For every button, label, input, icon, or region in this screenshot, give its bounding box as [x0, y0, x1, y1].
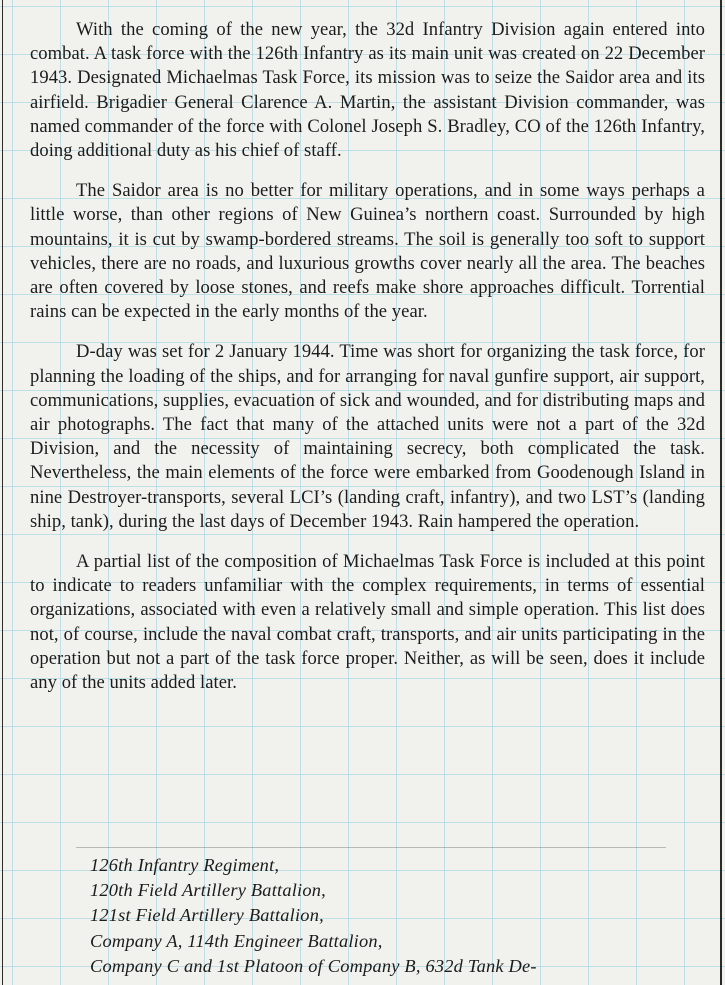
unit-list-item: Company C and 1st Platoon of Company B, 632d Tank De- — [90, 955, 537, 976]
paragraph-saidor-area: The Saidor area is no better for military operations, and in some ways perhaps a little worse, than other regions of New Guinea’s northern coast. Surrounded by high mountains, it is cut by swamp-bordered streams. The soil is generally too soft to support vehicles, there are no roads, and luxurious growths cover nearly all the area. The beaches are often covered by loose stones, and reefs make shore approaches difficult. Torrential rains can be expected in the early months of the year. — [30, 180, 705, 323]
page-left-border — [2, 0, 3, 985]
unit-list-item: 121st Field Artillery Battalion, — [90, 905, 324, 926]
page-right-border — [720, 0, 722, 985]
paragraph-partial-list: A partial list of the composition of Michaelmas Task Force is included at this point to indicate to readers unfamiliar with the complex requirements, in terms of essential organizations, associated with even a relatively small and simple operation. This list does not, of course, include the naval combat craft, transports, and air units participating in the operation but not a part of the task force proper. Neither, as will be seen, does it include any of the units added later. — [30, 551, 705, 694]
paragraph-d-day: D-day was set for 2 January 1944. Time was short for organizing the task force, for planning the loading of the ships, and for arranging for naval gunfire support, air support, communications, supplies, evacuation of sick and wounded, and for distributing maps and air photographs. The fact that many of the attached units were not a part of the 32d Division, and the necessity of maintaining secrecy, both complicated the task. Nevertheless, the main elements of the force were embarked from Goodenough Island in nine Destroyer-transports, several LCI’s (landing craft, infantry), and two LST’s (landing ship, tank), during the last days of December 1943. Rain hampered the operation. — [30, 341, 705, 532]
document-page — [30, 18, 705, 711]
section-divider — [76, 847, 666, 848]
unit-list-item: 126th Infantry Regiment, — [90, 855, 280, 875]
paragraph-new-year-combat: With the coming of the new year, the 32d Infantry Division again entered into combat. A task force with the 126th Infantry as its main unit was created on 22 December 1943. Designated Michaelmas Task Force, its mission was to seize the Saidor area and its airfield. Brigadier General Clarence A. Martin, the assistant Division commander, was named commander of the force with Colonel Joseph S. Bradley, CO of the 126th Infantry, doing additional duty as his chief of staff. — [30, 19, 705, 162]
unit-list-item: 120th Field Artillery Battalion, — [90, 880, 326, 901]
unit-list-item: Company A, 114th Engineer Battalion, — [90, 930, 383, 951]
unit-list — [90, 853, 537, 979]
